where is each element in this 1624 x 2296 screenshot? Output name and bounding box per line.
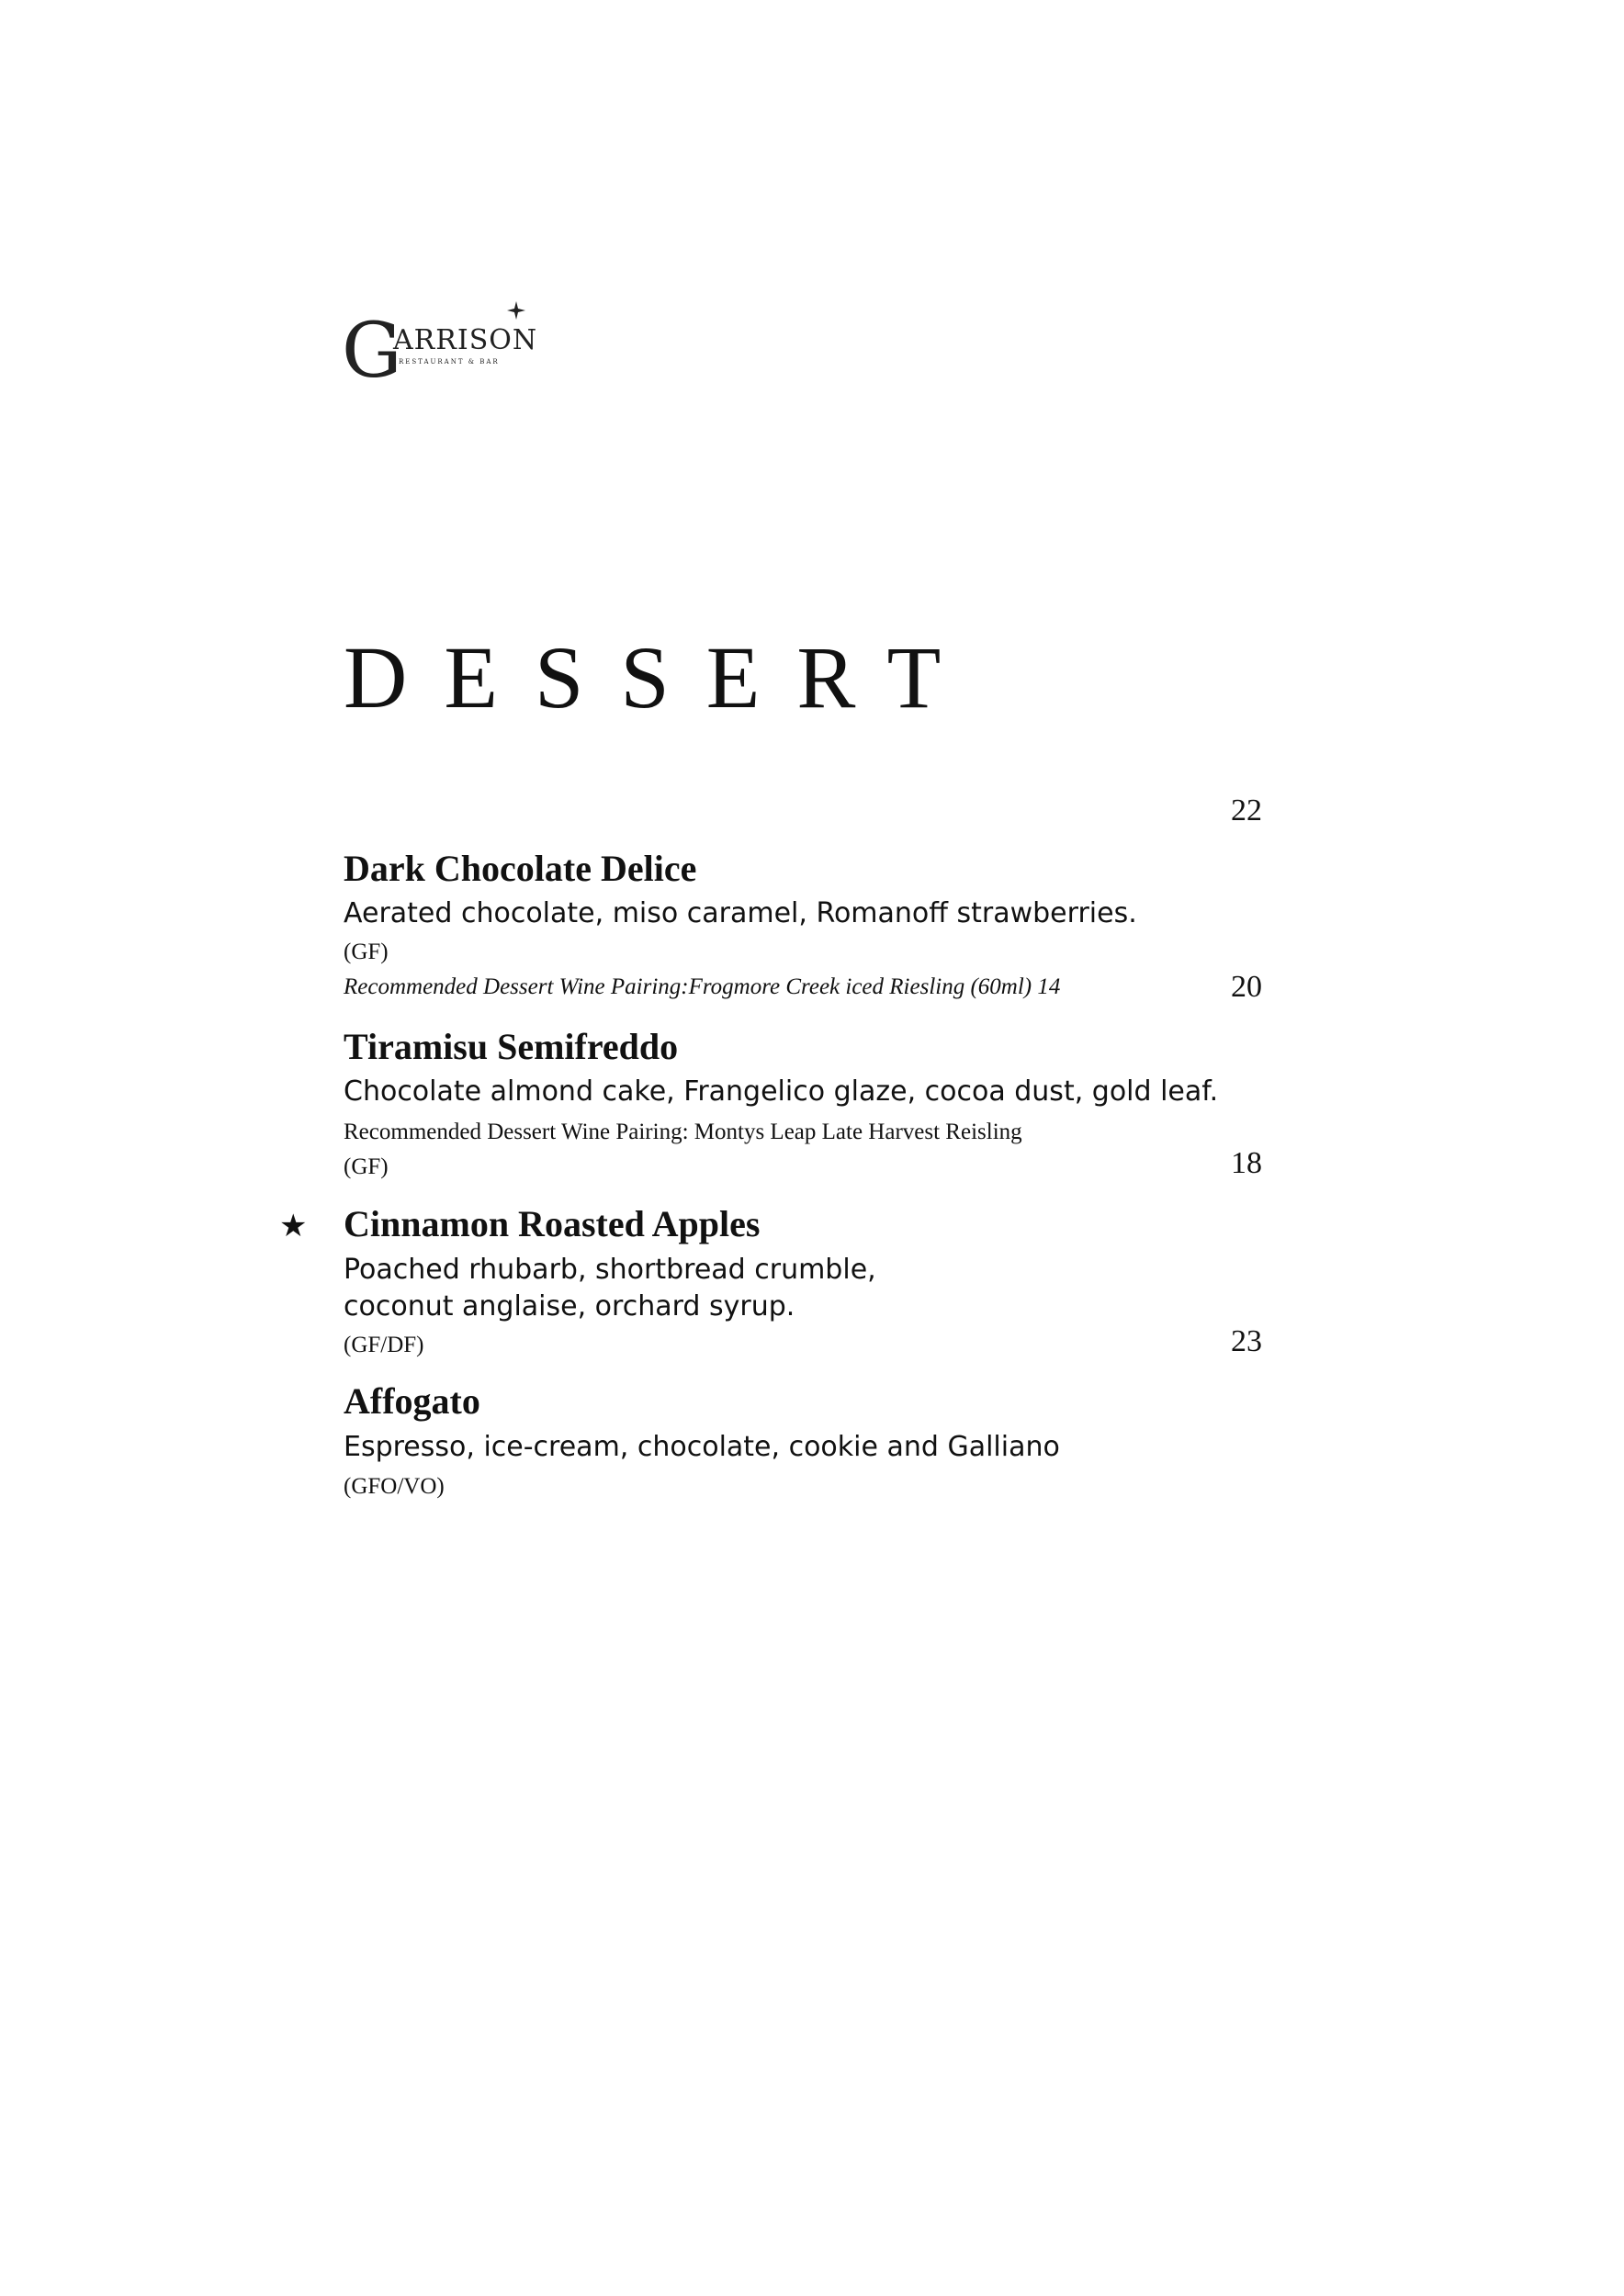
item-description: Poached rhubarb, shortbread crumble, [344, 1254, 876, 1286]
price-label: 20 [1231, 970, 1262, 1004]
item-dietary: (GFO/VO) [344, 1474, 445, 1499]
item-name: Affogato [344, 1380, 480, 1422]
item-description: Aerated chocolate, miso caramel, Romanoff strawberries. [344, 897, 1137, 929]
price-label: 18 [1231, 1146, 1262, 1180]
item-name: Cinnamon Roasted Apples [344, 1203, 761, 1244]
item-dietary: (GF) [344, 940, 389, 964]
item-description: Chocolate almond cake, Frangelico glaze, cocoa dust, gold leaf. [344, 1075, 1219, 1108]
sparkle-icon [507, 301, 525, 320]
item-wine-pairing: Recommended Dessert Wine Pairing: Montys Leap Late Harvest Reisling [344, 1120, 1022, 1144]
item-description: coconut anglaise, orchard syrup. [344, 1290, 795, 1322]
logo-wordmark: ARRISON [393, 324, 538, 356]
item-name: Dark Chocolate Delice [344, 848, 697, 889]
logo-subtitle: RESTAURANT & BAR [399, 358, 500, 366]
restaurant-logo [342, 301, 544, 393]
price-label: 22 [1231, 793, 1262, 827]
logo-initial: G [342, 308, 400, 395]
item-wine-pairing: Recommended Dessert Wine Pairing:Frogmore Creek iced Riesling (60ml) 14 [344, 974, 1061, 999]
item-description: Espresso, ice-cream, chocolate, cookie and Galliano [344, 1431, 1060, 1463]
item-name: Tiramisu Semifreddo [344, 1026, 679, 1067]
star-icon: ★ [279, 1208, 308, 1244]
item-dietary: (GF/DF) [344, 1333, 424, 1357]
price-label: 23 [1231, 1324, 1262, 1358]
item-dietary: (GF) [344, 1154, 389, 1179]
page-title: DESSERT [344, 628, 978, 726]
